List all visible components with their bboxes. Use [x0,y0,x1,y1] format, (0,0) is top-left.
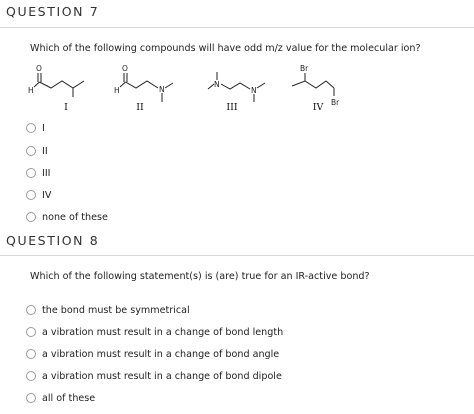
compound-i-structure [28,64,84,97]
radio-button[interactable] [26,371,36,381]
radio-button[interactable] [26,212,36,222]
option-label: the bond must be symmetrical [42,304,190,316]
atom-label-n: N [251,86,257,95]
q8-option-symmetrical[interactable] [26,302,190,318]
bond-chain [40,81,85,88]
radio-button[interactable] [26,305,36,315]
compound-label-i: I [64,102,68,113]
atom-label-br: Br [300,64,309,73]
question-7-title: QUESTION 7 [6,4,100,19]
bond [257,83,265,88]
q8-option-all[interactable] [26,390,95,406]
atom-label-o: O [36,64,42,73]
option-label: none of these [42,211,108,223]
radio-button[interactable] [26,349,36,359]
compound-label-ii: II [136,102,144,113]
q8-option-bond-dipole[interactable] [26,368,282,384]
compound-iii-structure [208,72,265,102]
option-label: a vibration must result in a change of bond length [42,326,284,338]
radio-button[interactable] [26,168,36,178]
option-label: a vibration must result in a change of bond dipole [42,370,282,382]
atom-label-br: Br [331,98,340,107]
question-8-prompt: Which of the following statement(s) is (are) true for an IR-active bond? [30,271,370,282]
q8-option-bond-length[interactable] [26,324,283,340]
q8-option-bond-angle[interactable] [26,346,279,362]
radio-button[interactable] [26,123,36,133]
compound-label-iii: III [226,102,238,113]
bond [165,83,173,88]
q7-option-ii[interactable] [26,143,48,159]
divider [0,255,474,256]
radio-button[interactable] [26,190,36,200]
bond-chain [221,83,250,89]
compound-ii-structure [114,64,173,102]
compound-label-iv: IV [312,102,324,113]
option-label: III [42,167,51,179]
q7-option-iv[interactable] [26,187,51,203]
bond [34,82,40,87]
option-label: all of these [42,392,96,404]
q7-option-i[interactable] [26,120,45,136]
atom-label-o: O [122,64,128,73]
atom-label-h: H [28,86,34,95]
question-7-prompt: Which of the following compounds will have odd m/z value for the molecular ion? [30,43,421,54]
q7-option-iii[interactable] [26,165,51,181]
atom-label-n: N [159,85,165,94]
question-8-title: QUESTION 8 [6,233,100,248]
bond-chain [292,81,334,88]
bond [120,82,126,87]
compound-iv-structure [292,64,340,107]
radio-button[interactable] [26,146,36,156]
bond-chain [126,81,159,88]
atom-label-n: N [214,80,220,89]
option-label: I [42,122,45,134]
radio-button[interactable] [26,393,36,403]
q7-option-none[interactable] [26,209,108,225]
option-label: a vibration must result in a change of bond angle [42,348,280,360]
option-label: IV [42,189,52,201]
atom-label-h: H [114,86,120,95]
divider [0,27,474,28]
radio-button[interactable] [26,327,36,337]
option-label: II [42,145,48,157]
